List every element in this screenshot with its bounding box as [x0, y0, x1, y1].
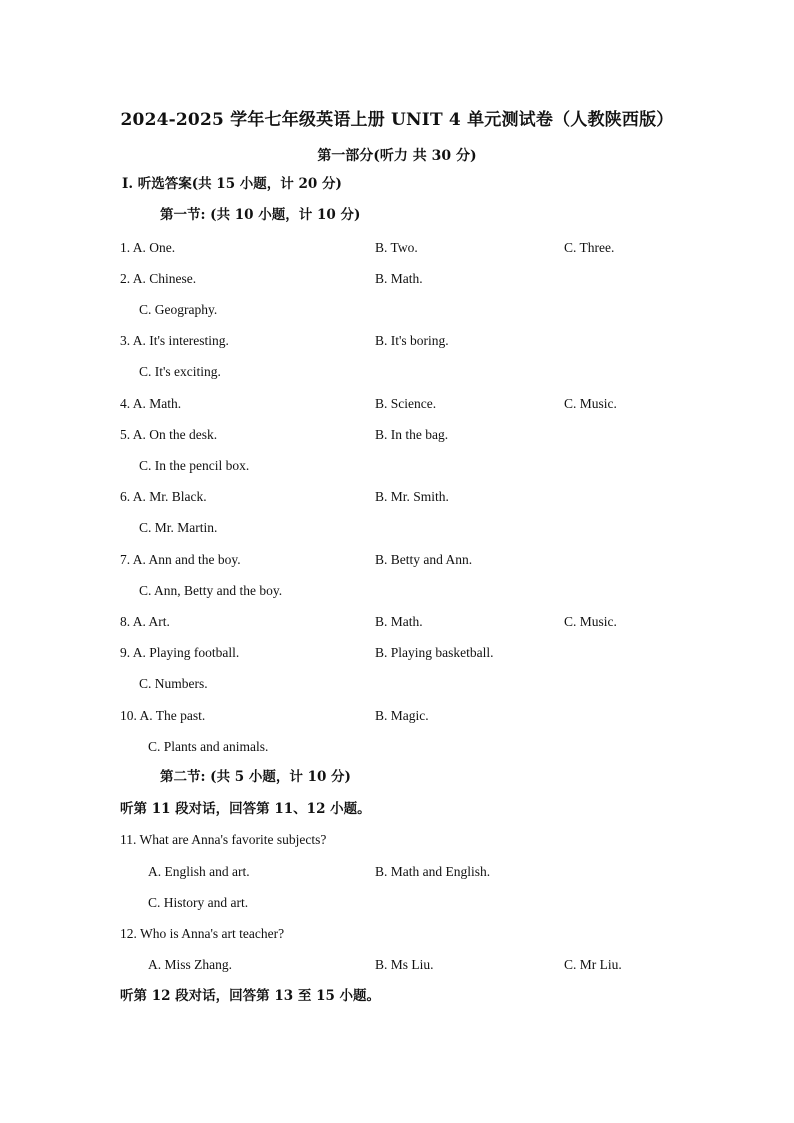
q5-option-c: C. In the pencil box.	[139, 458, 250, 473]
q11-option-a: A. English and art.	[148, 864, 250, 879]
q3-option-b: B. It's boring.	[375, 333, 449, 348]
q6-option-a: 6. A. Mr. Black.	[120, 489, 207, 504]
subsection-heading-2: 第二节: (共 5 小题，计 10 分)	[160, 769, 351, 785]
part-title: 第一部分(听力 共 30 分)	[317, 148, 477, 164]
q10-option-c: C. Plants and animals.	[148, 739, 269, 754]
q7-option-b: B. Betty and Ann.	[375, 552, 473, 567]
q3-option-c: C. It's exciting.	[139, 364, 221, 379]
dialog-11-instruction: 听第 11 段对话，回答第 11、12 小题。	[120, 801, 371, 817]
q8-option-c: C. Music.	[564, 614, 617, 629]
q11-option-b: B. Math and English.	[375, 864, 491, 879]
q4-option-b: B. Science.	[375, 396, 437, 411]
q7-option-c: C. Ann, Betty and the boy.	[139, 583, 283, 598]
q1-option-c: C. Three.	[564, 240, 615, 255]
q9-option-a: 9. A. Playing football.	[120, 645, 240, 660]
q2-option-a: 2. A. Chinese.	[120, 271, 197, 286]
exam-title: 2024-2025 学年七年级英语上册 UNIT 4 单元测试卷（人教陕西版）	[120, 110, 674, 130]
subsection-heading-1: 第一节: (共 10 小题，计 10 分)	[160, 207, 361, 223]
q6-option-b: B. Mr. Smith.	[375, 489, 449, 504]
q10-option-b: B. Magic.	[375, 708, 429, 723]
q1-option-b: B. Two.	[375, 240, 418, 255]
q4-option-a: 4. A. Math.	[120, 396, 182, 411]
q8-option-b: B. Math.	[375, 614, 423, 629]
q12-option-c: C. Mr Liu.	[564, 957, 622, 972]
q10-option-a: 10. A. The past.	[120, 708, 206, 723]
section-heading: Ⅰ. 听选答案(共 15 小题，计 20 分)	[122, 176, 342, 192]
q7-option-a: 7. A. Ann and the boy.	[120, 552, 241, 567]
q4-option-c: C. Music.	[564, 396, 617, 411]
q1-option-a: 1. A. One.	[120, 240, 176, 255]
q12-stem: 12. Who is Anna's art teacher?	[120, 926, 285, 941]
q9-option-b: B. Playing basketball.	[375, 645, 494, 660]
q2-option-c: C. Geography.	[139, 302, 218, 317]
q9-option-c: C. Numbers.	[139, 676, 208, 691]
q8-option-a: 8. A. Art.	[120, 614, 170, 629]
q2-option-b: B. Math.	[375, 271, 423, 286]
q5-option-a: 5. A. On the desk.	[120, 427, 218, 442]
q12-option-b: B. Ms Liu.	[375, 957, 434, 972]
q12-option-a: A. Miss Zhang.	[148, 957, 232, 972]
q3-option-a: 3. A. It's interesting.	[120, 333, 229, 348]
q11-stem: 11. What are Anna's favorite subjects?	[120, 832, 327, 847]
q5-option-b: B. In the bag.	[375, 427, 449, 442]
q11-option-c: C. History and art.	[148, 895, 249, 910]
dialog-12-instruction: 听第 12 段对话，回答第 13 至 15 小题。	[120, 988, 381, 1004]
q6-option-c: C. Mr. Martin.	[139, 520, 218, 535]
